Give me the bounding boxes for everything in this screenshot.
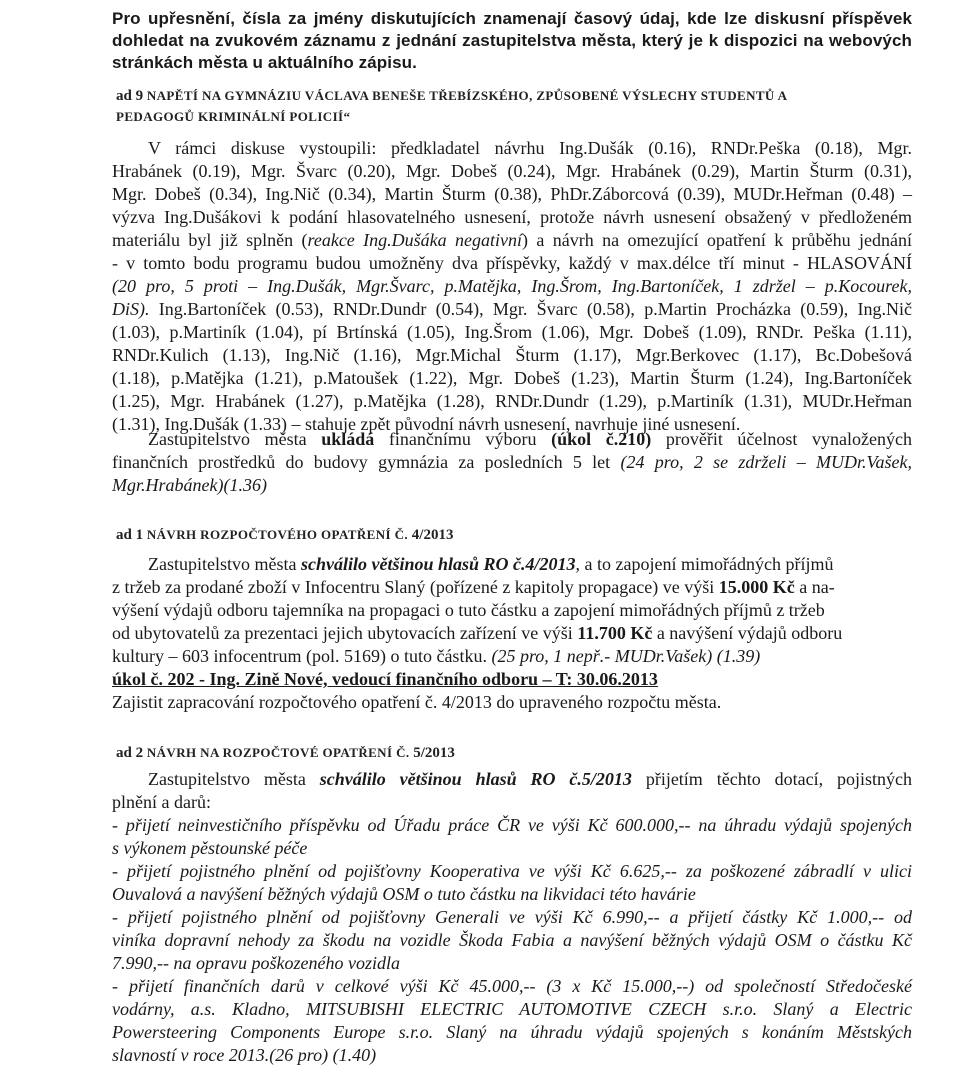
- intro-line: Pro upřesnění, čísla za jmény diskutujících znamenají časový údaj, kde lze diskusní příspěvek: [112, 9, 912, 28]
- list-item: vodárny, a.s. Kladno, MITSUBISHI ELECTRIC AUTOMOTIVE CZECH s.r.o. Slaný a Electric: [112, 999, 912, 1019]
- paragraph-line: (1.25), Mgr. Hrabánek (1.27), p.Matějka (1.28), RNDr.Dundr (1.29), p.Martiník (1.31), MUDr.Heřman: [112, 391, 912, 411]
- section-9-discussion: [112, 137, 912, 436]
- resolution-line: plnění a darů:: [112, 792, 211, 812]
- list-item: - přijetí pojistného plnění od pojišťovny Kooperativa ve výši Kč 6.625,-- za poškozené zábradlí v ulici: [112, 861, 912, 881]
- section-1-title-number: 4/2013: [411, 527, 454, 543]
- resolution-line: výšení výdajů odboru tajemníka na propagaci o tuto částku a zapojení mimořádných příjmů z tržeb: [112, 600, 825, 620]
- section-1-number: ad 1: [116, 527, 144, 543]
- paragraph-line: výzva Ing.Dušákovi k podání hlasovatelného usnesení, protože návrh usnesení obsažený v předloženém: [112, 207, 912, 227]
- list-item: Powersteering Components Europe s.r.o. Slaný na úhradu výdajů spojených s konáním Městských: [112, 1022, 912, 1042]
- section-2-title-number: 5/2013: [413, 745, 455, 761]
- section-9-heading: [116, 86, 787, 106]
- paragraph-line: Mgr. Dobeš (0.34), Ing.Nič (0.34), Martin Šturm (0.38), PhDr.Záborcová (0.39), MUDr.Heřman (0.48) –: [112, 184, 912, 204]
- resolution-line: z tržeb za prodané zboží v Infocentru Slaný (pořízené z kapitoly propagace) ve výši 15.000 Kč a na-: [112, 577, 835, 597]
- paragraph-line: (1.31), Ing.Dušák (1.33) – stahuje zpět původní návrh usnesení, navrhuje jiné usnesení.: [112, 414, 741, 434]
- section-2-number: ad 2: [116, 745, 144, 761]
- list-item: 7.990,-- na opravu poškozeného vozidla: [112, 953, 400, 973]
- section-1-body: [112, 553, 912, 714]
- resolution-line: finančních prostředků do budovy gymnázia za posledních 5 let (24 pro, 2 se zdrželi – MUDr.Vašek,: [112, 452, 912, 472]
- list-item: - přijetí pojistného plnění od pojišťovny Generali ve výši Kč 6.990,-- a přijetí částky Kč 1.000,-- od: [112, 907, 912, 927]
- paragraph-line: (1.03), p.Martiník (1.04), pí Brtínská (1.05), Ing.Šrom (1.06), Mgr. Dobeš (1.09), RNDr. Peška (1.11),: [112, 322, 912, 342]
- resolution-line: Zastupitelstvo města ukládá finančnímu výboru (úkol č.210) prověřit účelnost vynaložených: [148, 429, 912, 449]
- resolution-line: od ubytovatelů za prezentaci jejich ubytovacích zařízení ve výši 11.700 Kč a navýšení výdajů odboru: [112, 623, 843, 643]
- list-item: - přijetí neinvestičního příspěvku od Úřadu práce ČR ve výši Kč 600.000,-- na úhradu výdajů spojených: [112, 815, 912, 835]
- paragraph-line: (1.18), p.Matějka (1.21), p.Matoušek (1.22), Mgr. Dobeš (1.23), Martin Šturm (1.24), Ing.Bartoníček: [112, 368, 912, 388]
- intro-line: stránkách města u aktuálního zápisu.: [112, 53, 417, 72]
- paragraph-line: - v tomto bodu programu budou umožněny dva příspěvky, každý v max.délce tří minut - HLASOVÁNÍ: [112, 253, 912, 273]
- section-1-heading: [116, 525, 453, 545]
- section-9-title: NAPĚTÍ NA GYMNÁZIU VÁCLAVA BENEŠE TŘEBÍZSKÉHO, ZPŮSOBENÉ VÝSLECHY STUDENTŮ A: [146, 88, 788, 103]
- section-2-title: NÁVRH NA ROZPOČTOVÉ OPATŘENÍ Č.: [146, 745, 410, 760]
- intro-line: dohledat na zvukovém záznamu z jednání zastupitelstva města, který je k dispozici na webových: [112, 31, 912, 50]
- list-item: slavností v roce 2013.(26 pro) (1.40): [112, 1045, 377, 1065]
- resolution-line: Mgr.Hrabánek)(1.36): [112, 475, 267, 495]
- list-item: Ouvalová a navýšení běžných výdajů OSM o tuto částku na likvidaci této havárie: [112, 884, 696, 904]
- paragraph-line: DiS). Ing.Bartoníček (0.53), RNDr.Dundr (0.54), Mgr. Švarc (0.58), p.Martin Procházka (0.59), Ing.Nič: [112, 299, 912, 319]
- list-item: viníka dopravní nehody za škodu na vozidle Škoda Fabia a navýšení běžných výdajů OSM o částku Kč: [112, 930, 912, 950]
- section-9-number: ad 9: [116, 88, 144, 104]
- resolution-line: Zastupitelstvo města schválilo většinou hlasů RO č.4/2013, a to zapojení mimořádných příjmů: [148, 554, 834, 574]
- section-9-heading-cont: [116, 107, 350, 127]
- task-description: Zajistit zapracování rozpočtového opatření č. 4/2013 do upraveného rozpočtu města.: [112, 692, 722, 712]
- intro-note: [112, 8, 912, 74]
- task-line: úkol č. 202 - Ing. Zině Nové, vedoucí finančního odboru – T: 30.06.2013: [112, 669, 658, 689]
- list-item: - přijetí finančních darů v celkové výši Kč 45.000,-- (3 x Kč 15.000,--) od společností Středočeské: [112, 976, 912, 996]
- list-item: s výkonem pěstounské péče: [112, 838, 308, 858]
- paragraph-line: V rámci diskuse vystoupili: předkladatel návrhu Ing.Dušák (0.16), RNDr.Peška (0.18), Mgr.: [148, 138, 912, 158]
- resolution-line: Zastupitelstvo města schválilo většinou hlasů RO č.5/2013 přijetím těchto dotací, pojistných: [148, 769, 912, 789]
- section-1-title: NÁVRH ROZPOČTOVÉHO OPATŘENÍ Č.: [146, 527, 409, 542]
- paragraph-line: Hrabánek (0.19), Mgr. Švarc (0.20), Mgr. Dobeš (0.24), Mgr. Hrabánek (0.29), Martin Šturm (0.31),: [112, 161, 912, 181]
- paragraph-line: materiálu byl již splněn (reakce Ing.Dušáka negativní) a návrh na omezující opatření k průběhu jednání: [112, 230, 913, 250]
- section-9-title-cont: PEDAGOGŮ KRIMINÁLNÍ POLICIÍ“: [116, 109, 351, 124]
- resolution-line: kultury – 603 infocentrum (pol. 5169) o tuto částku. (25 pro, 1 nepř.- MUDr.Vašek) (1.39): [112, 646, 761, 666]
- vote-result: (20 pro, 5 proti – Ing.Dušák, Mgr.Švarc, p.Matějka, Ing.Šrom, Ing.Bartoníček, 1 zdržel – p.Kocourek,: [112, 276, 912, 296]
- section-2-body: [112, 768, 912, 1067]
- section-2-heading: [116, 743, 455, 763]
- section-9-resolution: [112, 428, 912, 497]
- paragraph-line: RNDr.Kulich (1.13), Ing.Nič (1.16), Mgr.Michal Šturm (1.17), Mgr.Berkovec (1.17), Bc.Dobešová: [112, 345, 912, 365]
